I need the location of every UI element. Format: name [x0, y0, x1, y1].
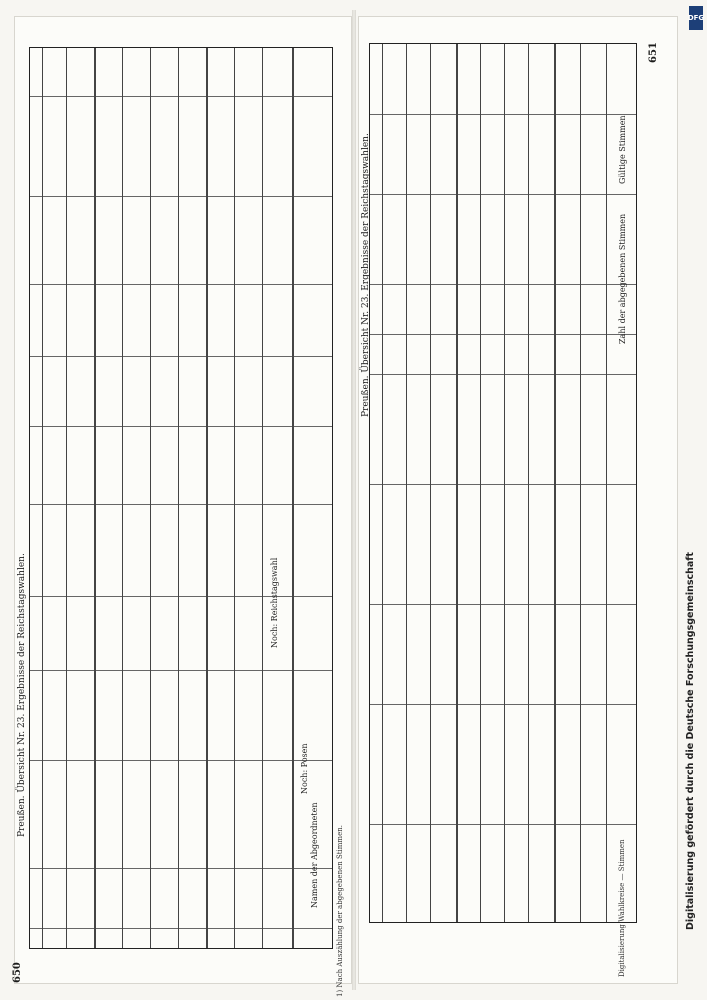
left-footnote: 1) Nach Auszählung der abgegebenen Stimmen. [336, 825, 344, 997]
left-page-header: Preußen. Übersicht Nr. 23. Ergebnisse der Reichstagswahlen. [17, 553, 27, 837]
dfg-watermark: Digitalisierung gefördert durch die Deutsche Forschungsgemeinschaft [685, 552, 696, 930]
left-page [12, 16, 352, 997]
right-section-label: Zahl der abgegebenen Stimmen [618, 213, 627, 344]
left-page-number: 650 [12, 962, 23, 983]
left-group-label: Noch: Reichstagswahl [270, 557, 279, 648]
left-statistics-table [29, 47, 333, 949]
right-page [358, 16, 678, 984]
right-page-number: 651 [648, 42, 659, 63]
right-page-header: Preußen. Übersicht Nr. 23. Ergebnisse der Reichstagswahlen. [361, 133, 371, 417]
left-col-title: Namen der Abgeordneten [310, 802, 319, 908]
right-col-title: Gültige Stimmen [618, 115, 627, 184]
left-section-label: Noch: Posen [300, 743, 309, 794]
dfg-logo-icon: DFG [689, 6, 703, 30]
right-footnote: Digitalisierung Wahlkreise — Stimmen [618, 839, 626, 977]
book-gutter [352, 10, 356, 990]
right-statistics-table [369, 43, 637, 923]
